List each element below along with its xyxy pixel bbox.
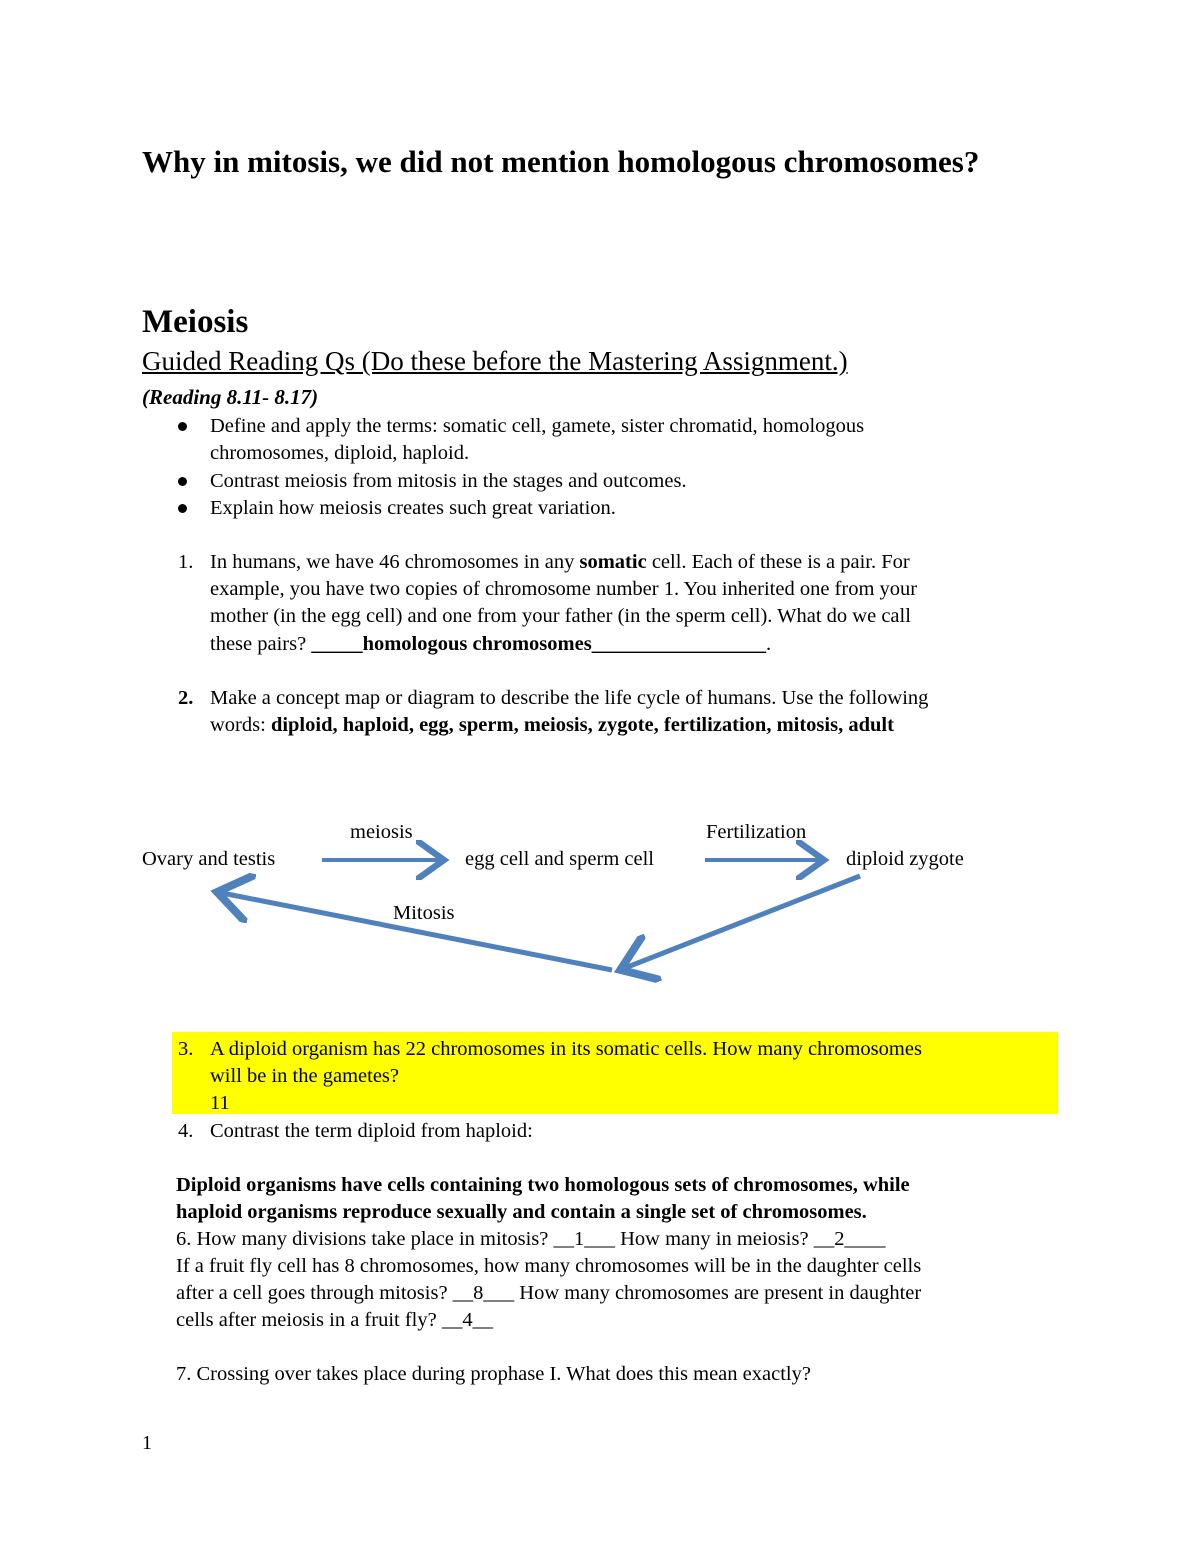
q3-answer: 11 <box>210 1092 230 1114</box>
q1-line: In humans, we have 46 chromosomes in any somatic cell. Each of these is a pair. For <box>210 551 910 573</box>
q1-line: example, you have two copies of chromosome number 1. You inherited one from your <box>210 578 918 600</box>
fertilization-label: Fertilization <box>706 821 807 843</box>
question-6-line: If a fruit fly cell has 8 chromosomes, how many chromosomes will be in the daughter cells <box>176 1255 922 1277</box>
reading-reference: (Reading 8.11- 8.17) <box>142 385 319 409</box>
zygote-to-mitosis-arrow <box>625 876 860 968</box>
question-7: 7. Crossing over takes place during prophase I. What does this mean exactly? <box>176 1363 811 1385</box>
question-6: 6. How many divisions take place in mitosis? __1___ How many in meiosis? __2____ <box>176 1228 886 1250</box>
section-heading: Meiosis <box>142 304 249 340</box>
q1-answer-line: these pairs? _____homologous chromosomes_________________. <box>210 633 772 655</box>
question-title: Why in mitosis, we did not mention homologous chromosomes? <box>142 144 980 179</box>
q3-line: will be in the gametes? <box>210 1065 399 1087</box>
question-6-line: after a cell goes through mitosis? __8___ How many chromosomes are present in daughter <box>176 1282 922 1304</box>
question-6-line: cells after meiosis in a fruit fly? __4__ <box>176 1309 494 1331</box>
answer-4-line: haploid organisms reproduce sexually and contain a single set of chromosomes. <box>176 1201 867 1223</box>
q2-word-list: words: diploid, haploid, egg, sperm, meiosis, zygote, fertilization, mitosis, adult <box>210 714 894 736</box>
answer-4-line: Diploid organisms have cells containing two homologous sets of chromosomes, while <box>176 1174 910 1196</box>
q1-line: mother (in the egg cell) and one from your father (in the sperm cell). What do we call <box>210 605 911 627</box>
guided-reading-heading: Guided Reading Qs (Do these before the Mastering Assignment.) <box>142 346 848 376</box>
mitosis-label: Mitosis <box>393 902 455 924</box>
ovary-testis-label: Ovary and testis <box>142 848 276 870</box>
page-number: 1 <box>142 1432 152 1454</box>
zygote-label: diploid zygote <box>846 848 964 870</box>
meiosis-label: meiosis <box>350 821 413 843</box>
gametes-label: egg cell and sperm cell <box>465 848 654 870</box>
